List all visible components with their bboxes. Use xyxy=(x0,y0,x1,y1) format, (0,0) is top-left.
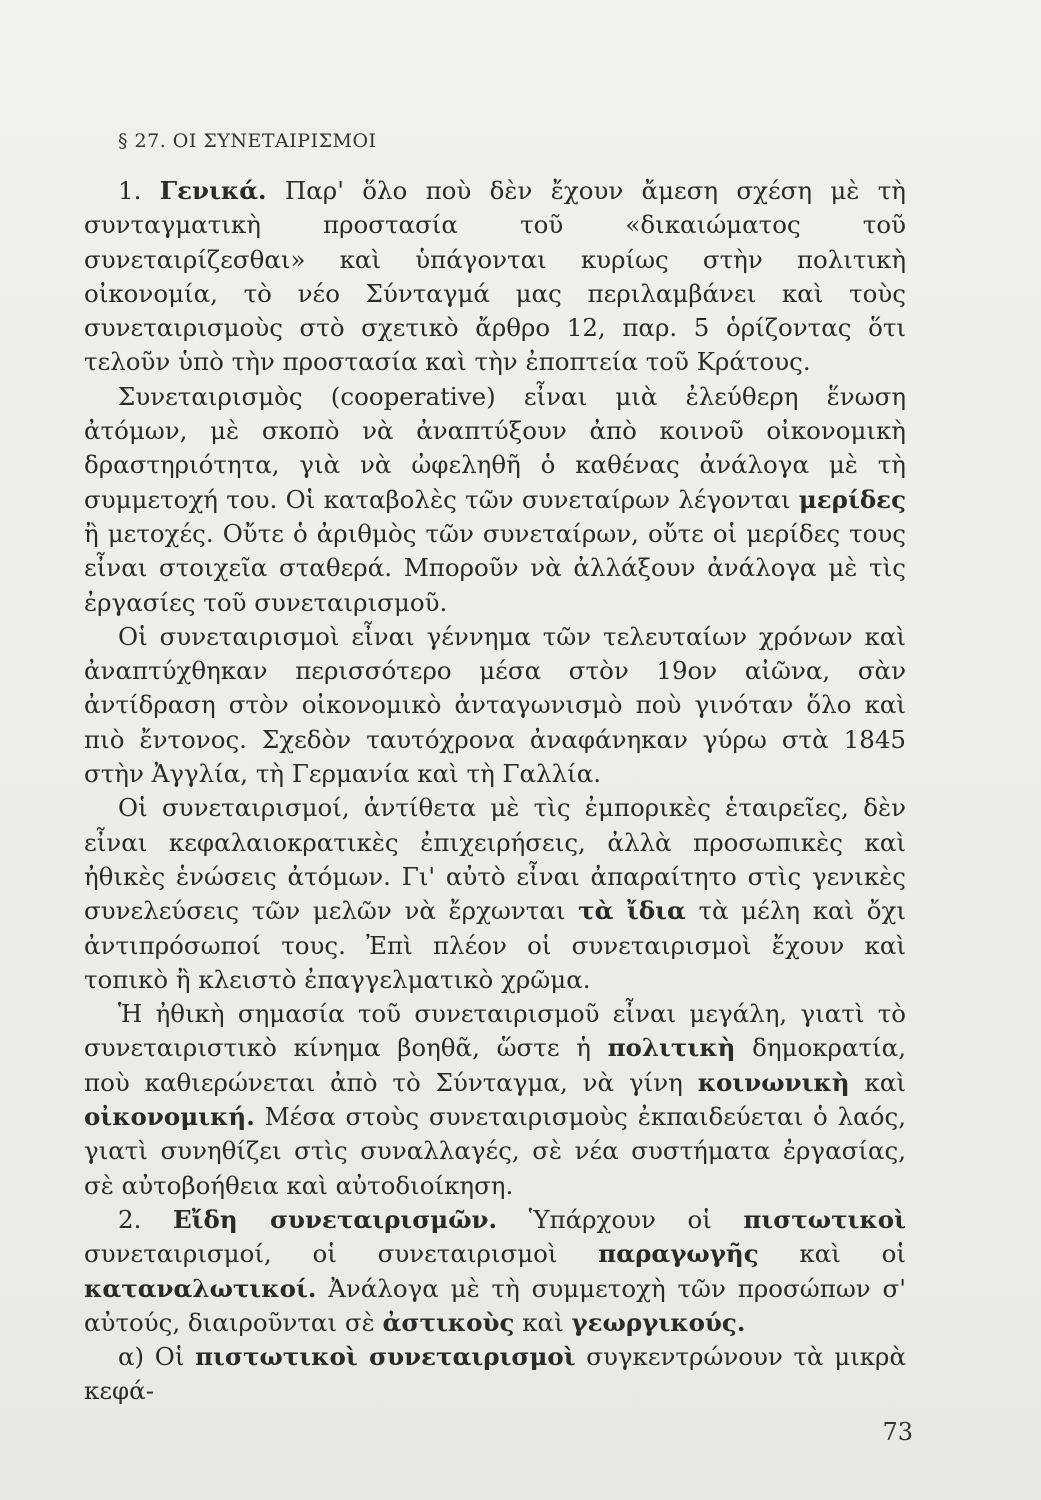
subheading-general: Γενικά. xyxy=(159,176,267,205)
paragraph-number: 1. xyxy=(118,176,142,205)
paragraph-credit: α) Οἱ πιστωτικοὶ συνεταιρισμοὶ συγκεντρώνουν τὰ μικρὰ κεφά- xyxy=(84,1342,906,1406)
paragraph-character: Οἱ συνεταιρισμοί, ἀντίθετα μὲ τὶς ἐμπορικὲς ἑταιρεῖες, δὲν εἶναι κεφαλαιοκρατικὲς ἐπιχειρήσεις, ἀλλὰ προσωπικὲς καὶ ἠθικὲς ἑνώσεις ἀτόμων. Γι' αὐτὸ εἶναι ἀπαραίτητο στὶς γενικὲς συνελεύσεις τῶν μελῶν νὰ ἔρχωνται τὰ ἴδια τὰ μέλη καὶ ὄχι ἀντιπρόσωποί τους. Ἐπὶ πλέον οἱ συνεταιρισμοὶ ἔχουν καὶ τοπικὸ ἢ κλειστὸ ἐπαγγελματικὸ χρῶμα. xyxy=(84,793,906,994)
bold-term: γεωργικούς. xyxy=(571,1307,746,1337)
paragraph-general: 1. Γενικά. Παρ' ὅλο ποὺ δὲν ἔχουν ἄμεση σχέση μὲ τὴ συνταγματικὴ προστασία τοῦ «δικαιώματος τοῦ συνεταιρίζεσθαι» καὶ ὑπάγονται κυρίως στὴν πολιτικὴ οἰκονομία, τὸ νέο Σύνταγμά μας περιλαμβάνει καὶ τοὺς συνεταιρισμοὺς στὸ σχετικὸ ἄρθρο 12, παρ. 5 ὁρίζοντας ὅτι τελοῦν ὑπὸ τὴν προστασία καὶ τὴν ἐποπτεία τοῦ Κράτους. xyxy=(84,176,906,377)
body-text xyxy=(84,174,906,1409)
bold-term: οἰκονομική. xyxy=(84,1102,255,1132)
bold-term: κοινωνικὴ xyxy=(697,1067,850,1097)
bold-term: ἀστικοὺς xyxy=(382,1307,515,1337)
bold-term: καταναλωτικοί. xyxy=(84,1273,317,1303)
bold-term: πιστωτικοὶ συνεταιρισμοὶ xyxy=(195,1342,576,1372)
paragraph-definition: Συνεταιρισμὸς (cooperative) εἶναι μιὰ ἐλεύθερη ἕνωση ἀτόμων, μὲ σκοπὸ νὰ ἀναπτύξουν ἀπὸ κοινοῦ οἰκονομικὴ δραστηριότητα, γιὰ νὰ ὠφεληθῆ ὁ καθένας ἀνάλογα μὲ τὴ συμμετοχή του. Οἱ καταβολὲς τῶν συνεταίρων λέγονται μερίδες ἢ μετοχές. Οὔτε ὁ ἀριθμὸς τῶν συνεταίρων, οὔτε οἱ μερίδες τους εἶναι στοιχεῖα σταθερά. Μποροῦν νὰ ἀλλάξουν ἀνάλογα μὲ τὶς ἐργασίες τοῦ συνεταιρισμοῦ. xyxy=(84,381,906,617)
section-heading: § 27. ΟΙ ΣΥΝΕΤΑΙΡΙΣΜΟΙ xyxy=(118,130,377,152)
subheading-types: Εἴδη συνεταιρισμῶν. xyxy=(172,1204,498,1234)
paragraph-significance: Ἡ ἠθικὴ σημασία τοῦ συνεταιρισμοῦ εἶναι μεγάλη, γιατὶ τὸ συνεταιριστικὸ κίνημα βοηθᾶ, ὥστε ἡ πολιτικὴ δημοκρατία, ποὺ καθιερώνεται ἀπὸ τὸ Σύνταγμα, νὰ γίνη κοινωνικὴ καὶ οἰκονομική. Μέσα στοὺς συνεταιρισμοὺς ἐκπαιδεύεται ὁ λαός, γιατὶ συνηθίζει στὶς συναλλαγές, σὲ νέα συστήματα ἐργασίας, σὲ αὐτοβοήθεια καὶ αὐτοδιοίκηση. xyxy=(84,999,906,1200)
paragraph-number: 2. xyxy=(118,1204,142,1234)
bold-term: πολιτικὴ xyxy=(607,1033,736,1063)
page-number: 73 xyxy=(882,1418,913,1446)
paragraph-types: 2. Εἴδη συνεταιρισμῶν. Ὑπάρχουν οἱ πιστωτικοὶ συνεταιρισμοί, οἱ συνεταιρισμοὶ παραγωγῆς καὶ οἱ καταναλωτικοί. Ἀνάλογα μὲ τὴ συμμετοχὴ τῶν προσώπων σ' αὐτούς, διαιροῦνται σὲ ἀστικοὺς καὶ γεωργικούς. xyxy=(84,1204,906,1337)
bold-term: τὰ ἴδια xyxy=(578,896,686,926)
bold-term: μερίδες xyxy=(798,484,906,514)
bold-term: παραγωγῆς xyxy=(598,1239,759,1269)
paragraph-history: Οἱ συνεταιρισμοὶ εἶναι γέννημα τῶν τελευταίων χρόνων καὶ ἀναπτύχθηκαν περισσότερο μέσα στὸν 19ον αἰῶνα, σὰν ἀντίδραση στὸν οἰκονομικὸ ἀνταγωνισμὸ ποὺ γινόταν ὅλο καὶ πιὸ ἔντονος. Σχεδὸν ταυτόχρονα ἀναφάνηκαν γύρω στὰ 1845 στὴν Ἀγγλία, τὴ Γερμανία καὶ τὴ Γαλλία. xyxy=(84,621,906,789)
bold-term: πιστωτικοὶ xyxy=(743,1204,906,1234)
